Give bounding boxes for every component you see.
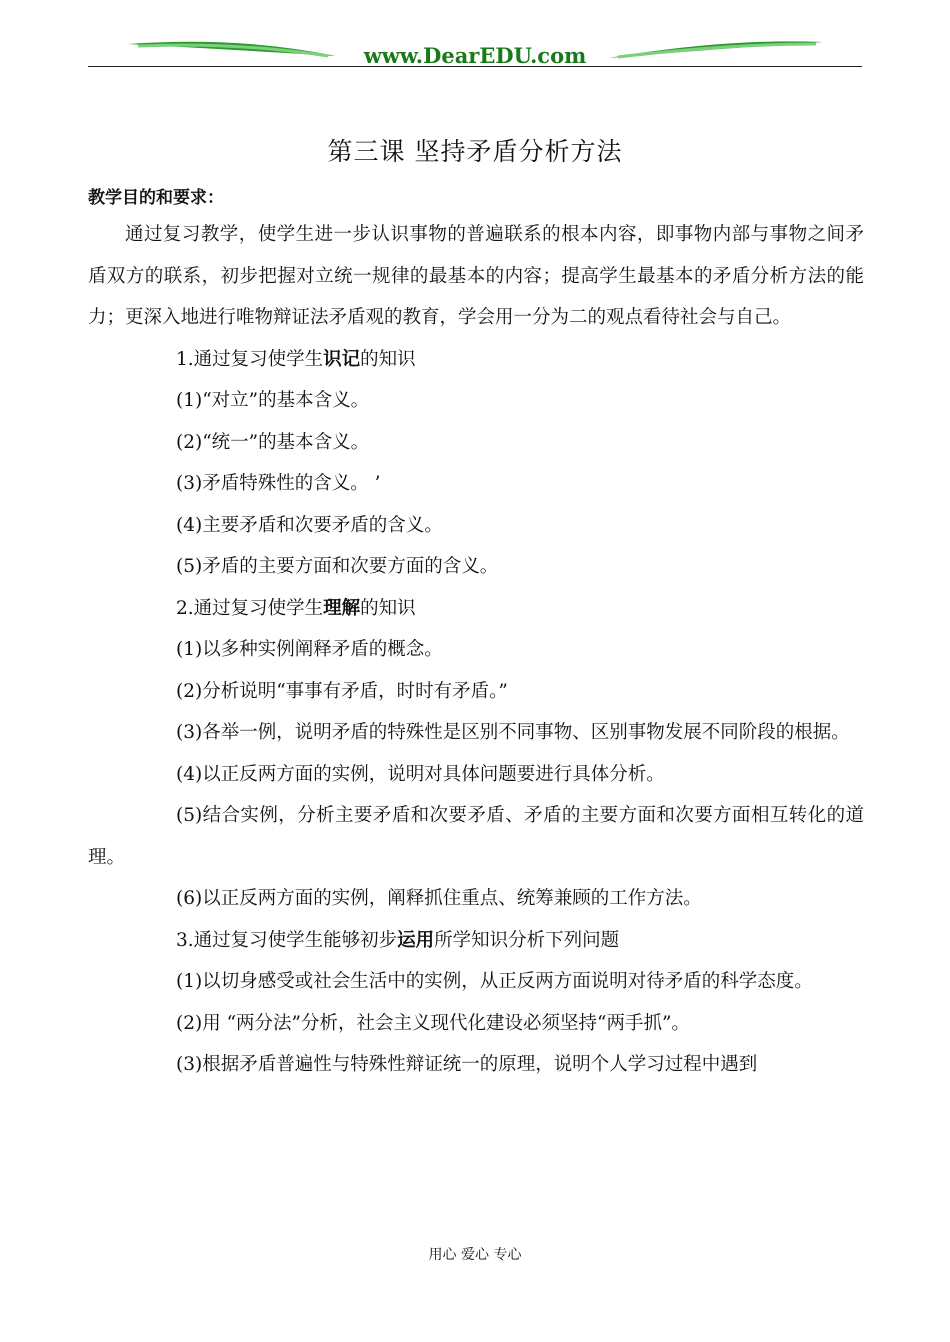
group3-pre: 3.通过复习使学生能够初步 bbox=[176, 929, 398, 951]
page-footer: 用心 爱心 专心 bbox=[428, 1247, 522, 1263]
list-item: (1)以多种实例阐释矛盾的概念。 bbox=[176, 639, 443, 660]
logo-banner bbox=[88, 30, 862, 70]
list-item: (2)分析说明“事事有矛盾，时时有矛盾。” bbox=[176, 680, 508, 702]
group2-heading bbox=[88, 588, 864, 630]
site-header bbox=[88, 30, 862, 70]
list-item: (1)以切身感受或社会生活中的实例，从正反两方面说明对待矛盾的科学态度。 bbox=[176, 971, 813, 992]
section-heading: 教学目的和要求： bbox=[88, 188, 224, 208]
group1-pre: 1.通过复习使学生 bbox=[176, 348, 324, 370]
group2-pre: 2.通过复习使学生 bbox=[176, 597, 324, 619]
document-body bbox=[88, 214, 864, 1086]
list-item: (5)矛盾的主要方面和次要方面的含义。 bbox=[176, 556, 499, 577]
group3-post: 所学知识分析下列问题 bbox=[434, 929, 620, 951]
logo-text: www.DearEDU.com bbox=[363, 43, 587, 68]
list-item: (1)“对立”的基本含义。 bbox=[176, 390, 370, 411]
list-item: (2)用 “两分法”分析，社会主义现代化建设必须坚持“两手抓”。 bbox=[176, 1012, 690, 1034]
group1-heading bbox=[88, 339, 864, 381]
header-rule bbox=[88, 66, 862, 67]
list-item: (4)主要矛盾和次要矛盾的含义。 bbox=[176, 514, 443, 536]
list-item: (4)以正反两方面的实例，说明对具体问题要进行具体分析。 bbox=[176, 763, 665, 785]
group1-key: 识记 bbox=[323, 348, 361, 370]
list-item: (5)结合实例，分析主要矛盾和次要矛盾、矛盾的主要方面和次要方面相互转化的道理。 bbox=[88, 805, 864, 868]
list-item: (6)以正反两方面的实例，阐释抓住重点、统筹兼顾的工作方法。 bbox=[176, 888, 702, 909]
list-item: (3)各举一例，说明矛盾的特殊性是区别不同事物、区别事物发展不同阶段的根据。 bbox=[176, 722, 850, 743]
page-title: 第三课 坚持矛盾分析方法 bbox=[327, 137, 623, 166]
list-item: (3)根据矛盾普遍性与特殊性辩证统一的原理，说明个人学习过程中遇到 bbox=[176, 1054, 758, 1075]
intro-paragraph: 通过复习教学，使学生进一步认识事物的普遍联系的根本内容，即事物内部与事物之间矛盾双方的联系，初步把握对立统一规律的最基本的内容；提高学生最基本的矛盾分析方法的能力；更深入地进行唯物辩证法矛盾观的教育，学会用一分为二的观点看待社会与自己。 bbox=[88, 224, 864, 328]
group1-post: 的知识 bbox=[360, 348, 416, 370]
list-item: (2)“统一”的基本含义。 bbox=[176, 431, 370, 453]
group2-key: 理解 bbox=[323, 597, 361, 619]
left-leaf-swoosh-light bbox=[138, 45, 328, 56]
list-item: (3)矛盾特殊性的含义。 ’ bbox=[176, 473, 381, 494]
group2-post: 的知识 bbox=[360, 597, 416, 619]
group3-heading bbox=[88, 920, 864, 962]
group3-key: 运用 bbox=[397, 929, 435, 951]
